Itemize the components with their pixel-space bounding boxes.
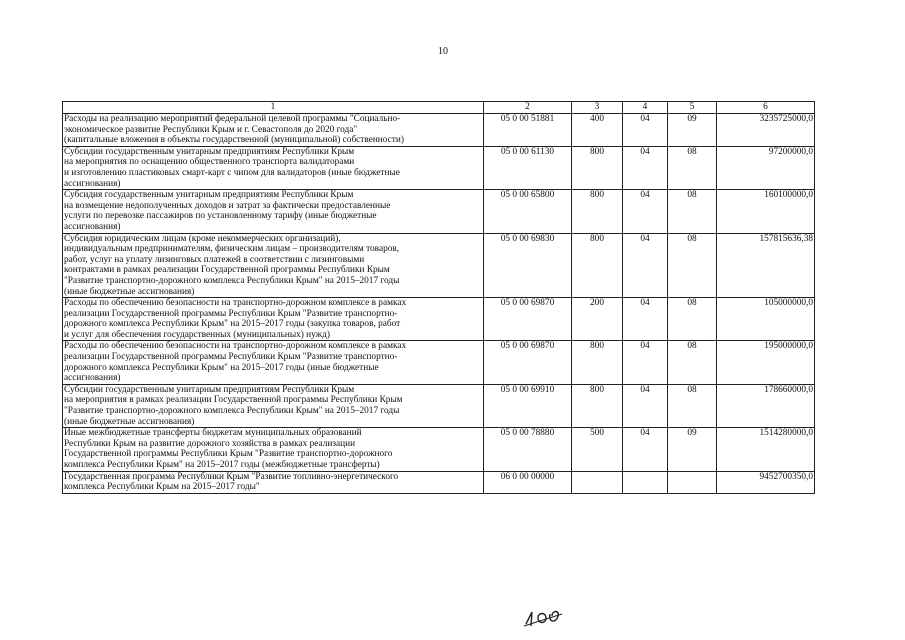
description-line: и изготовлению пластиковых смарт-карт с чипом для валидаторов (иные бюджетные bbox=[64, 167, 400, 178]
row-amount: 97200000,0 bbox=[717, 146, 815, 189]
row-expense-type bbox=[572, 471, 623, 493]
description-line: Государственной программы Республики Крым "Развитие транспортно-дорожного bbox=[64, 449, 393, 460]
description-line: ассигнования) bbox=[64, 178, 121, 189]
description-line: на мероприятия в рамках реализации Государственной программы Республики Крым bbox=[64, 395, 403, 406]
description-line: ассигнования) bbox=[64, 373, 121, 384]
row-expense-type: 200 bbox=[572, 298, 623, 341]
header-col-5: 5 bbox=[668, 102, 717, 114]
row-section: 04 bbox=[623, 298, 668, 341]
row-target-code: 05 0 00 51881 bbox=[484, 114, 572, 147]
description-line: Расходы на реализацию мероприятий федеральной целевой программы "Социально- bbox=[64, 114, 401, 124]
row-target-code: 05 0 00 78880 bbox=[484, 428, 572, 471]
row-description bbox=[63, 190, 484, 233]
header-col-6: 6 bbox=[717, 102, 815, 114]
row-target-code: 05 0 00 69830 bbox=[484, 233, 572, 298]
row-subsection: 08 bbox=[668, 190, 717, 233]
description-line: дорожного комплекса Республики Крым" на 2015–2017 годы (иные бюджетные bbox=[64, 362, 379, 373]
description-line: экономическое развитие Республики Крым и г. Севастополя до 2020 года" bbox=[64, 124, 358, 135]
row-section: 04 bbox=[623, 428, 668, 471]
row-expense-type: 800 bbox=[572, 233, 623, 298]
table-row bbox=[63, 428, 815, 471]
row-description bbox=[63, 341, 484, 384]
description-line: Субсидия юридическим лицам (кроме некоммерческих организаций), bbox=[64, 233, 341, 244]
row-description bbox=[63, 233, 484, 298]
description-line: Республики Крым на развитие дорожного хозяйства в рамках реализации bbox=[64, 438, 356, 449]
row-description bbox=[63, 384, 484, 427]
row-expense-type: 400 bbox=[572, 114, 623, 147]
description-line: Государственная программа Республики Крым "Развитие топливно-энергетического bbox=[64, 471, 399, 482]
row-target-code: 05 0 00 65800 bbox=[484, 190, 572, 233]
description-line: на возмещение недополученных доходов и затрат за фактически предоставленные bbox=[64, 200, 391, 211]
description-line: контрактами в рамках реализации Государственной программы Республики Крым bbox=[64, 265, 390, 276]
row-subsection: 09 bbox=[668, 428, 717, 471]
table-row bbox=[63, 384, 815, 427]
page-number: 10 bbox=[438, 46, 448, 57]
row-amount: 195000000,0 bbox=[717, 341, 815, 384]
header-col-3: 3 bbox=[572, 102, 623, 114]
table-body bbox=[63, 114, 815, 494]
row-target-code: 06 0 00 00000 bbox=[484, 471, 572, 493]
row-subsection: 08 bbox=[668, 233, 717, 298]
description-line: комплекса Республики Крым" на 2015–2017 годы (межбюджетные трансферты) bbox=[64, 460, 380, 470]
description-line: индивидуальным предпринимателям, физическим лицам – производителям товаров, bbox=[64, 244, 400, 255]
table-row bbox=[63, 233, 815, 298]
description-line: (капитальные вложения в объекты государственной (муниципальной) собственности) bbox=[64, 135, 404, 146]
row-expense-type: 800 bbox=[572, 190, 623, 233]
table-row bbox=[63, 341, 815, 384]
row-subsection: 08 bbox=[668, 384, 717, 427]
row-description bbox=[63, 428, 484, 471]
row-description bbox=[63, 146, 484, 189]
row-subsection: 08 bbox=[668, 341, 717, 384]
row-amount: 105000000,0 bbox=[717, 298, 815, 341]
description-line: на мероприятия по оснащению общественного транспорта валидаторами bbox=[64, 157, 355, 168]
row-expense-type: 800 bbox=[572, 146, 623, 189]
description-line: Иные межбюджетные трансферты бюджетам муниципальных образований bbox=[64, 428, 362, 439]
row-description bbox=[63, 114, 484, 147]
description-line: Расходы по обеспечению безопасности на транспортно-дорожном комплексе в рамках bbox=[64, 341, 407, 352]
row-amount: 178660000,0 bbox=[717, 384, 815, 427]
row-section: 04 bbox=[623, 384, 668, 427]
row-subsection: 09 bbox=[668, 114, 717, 147]
description-line: "Развитие транспортно-дорожного комплекса Республики Крым" на 2015–2017 годы bbox=[64, 406, 400, 417]
row-description bbox=[63, 298, 484, 341]
header-col-2: 2 bbox=[484, 102, 572, 114]
description-line: "Развитие транспортно-дорожного комплекса Республики Крым" на 2015–2017 годы bbox=[64, 275, 400, 286]
row-section bbox=[623, 471, 668, 493]
description-line: Субсидии государственным унитарным предприятиям Республики Крым bbox=[64, 146, 355, 157]
table-row bbox=[63, 298, 815, 341]
row-target-code: 05 0 00 69870 bbox=[484, 298, 572, 341]
row-amount: 160100000,0 bbox=[717, 190, 815, 233]
budget-table bbox=[62, 101, 815, 494]
row-section: 04 bbox=[623, 114, 668, 147]
row-subsection: 08 bbox=[668, 298, 717, 341]
description-line: (иные бюджетные ассигнования) bbox=[64, 416, 195, 427]
description-line: (иные бюджетные ассигнования) bbox=[64, 286, 195, 297]
row-subsection: 08 bbox=[668, 146, 717, 189]
description-line: Субсидия государственным унитарным предприятиям Республики Крым bbox=[64, 190, 354, 201]
row-target-code: 05 0 00 61130 bbox=[484, 146, 572, 189]
row-section: 04 bbox=[623, 190, 668, 233]
row-target-code: 05 0 00 69910 bbox=[484, 384, 572, 427]
description-line: Субсидии государственным унитарным предприятиям Республики Крым bbox=[64, 384, 355, 395]
row-amount: 1514280000,0 bbox=[717, 428, 815, 471]
table-row bbox=[63, 146, 815, 189]
row-amount: 3235725000,0 bbox=[717, 114, 815, 147]
row-subsection bbox=[668, 471, 717, 493]
row-expense-type: 800 bbox=[572, 384, 623, 427]
description-line: и услуг для обеспечения государственных (муниципальных) нужд) bbox=[64, 329, 330, 340]
description-line: работ, услуг на уплату лизинговых платежей в соответствии с лизинговыми bbox=[64, 254, 365, 265]
row-expense-type: 500 bbox=[572, 428, 623, 471]
table-row bbox=[63, 114, 815, 147]
row-amount: 9452700350,0 bbox=[717, 471, 815, 493]
description-line: Расходы по обеспечению безопасности на транспортно-дорожном комплексе в рамках bbox=[64, 298, 407, 309]
header-col-1: 1 bbox=[63, 102, 484, 114]
signature-mark bbox=[522, 604, 582, 630]
description-line: реализации Государственной программы Республики Крым "Развитие транспортно- bbox=[64, 308, 398, 319]
row-section: 04 bbox=[623, 233, 668, 298]
description-line: ассигнования) bbox=[64, 221, 121, 232]
table-row bbox=[63, 471, 815, 493]
row-amount: 157815636,38 bbox=[717, 233, 815, 298]
description-line: дорожного комплекса Республики Крым" на 2015–2017 годы (закупка товаров, работ bbox=[64, 319, 401, 330]
row-target-code: 05 0 00 69870 bbox=[484, 341, 572, 384]
row-section: 04 bbox=[623, 341, 668, 384]
header-col-4: 4 bbox=[623, 102, 668, 114]
row-description bbox=[63, 471, 484, 493]
description-line: реализации Государственной программы Республики Крым "Развитие транспортно- bbox=[64, 352, 398, 363]
table-row bbox=[63, 190, 815, 233]
row-section: 04 bbox=[623, 146, 668, 189]
description-line: комплекса Республики Крым на 2015–2017 годы" bbox=[64, 482, 260, 493]
row-expense-type: 800 bbox=[572, 341, 623, 384]
description-line: услуги по перевозке пассажиров по установленному тарифу (иные бюджетные bbox=[64, 211, 377, 222]
header-row bbox=[63, 102, 815, 114]
